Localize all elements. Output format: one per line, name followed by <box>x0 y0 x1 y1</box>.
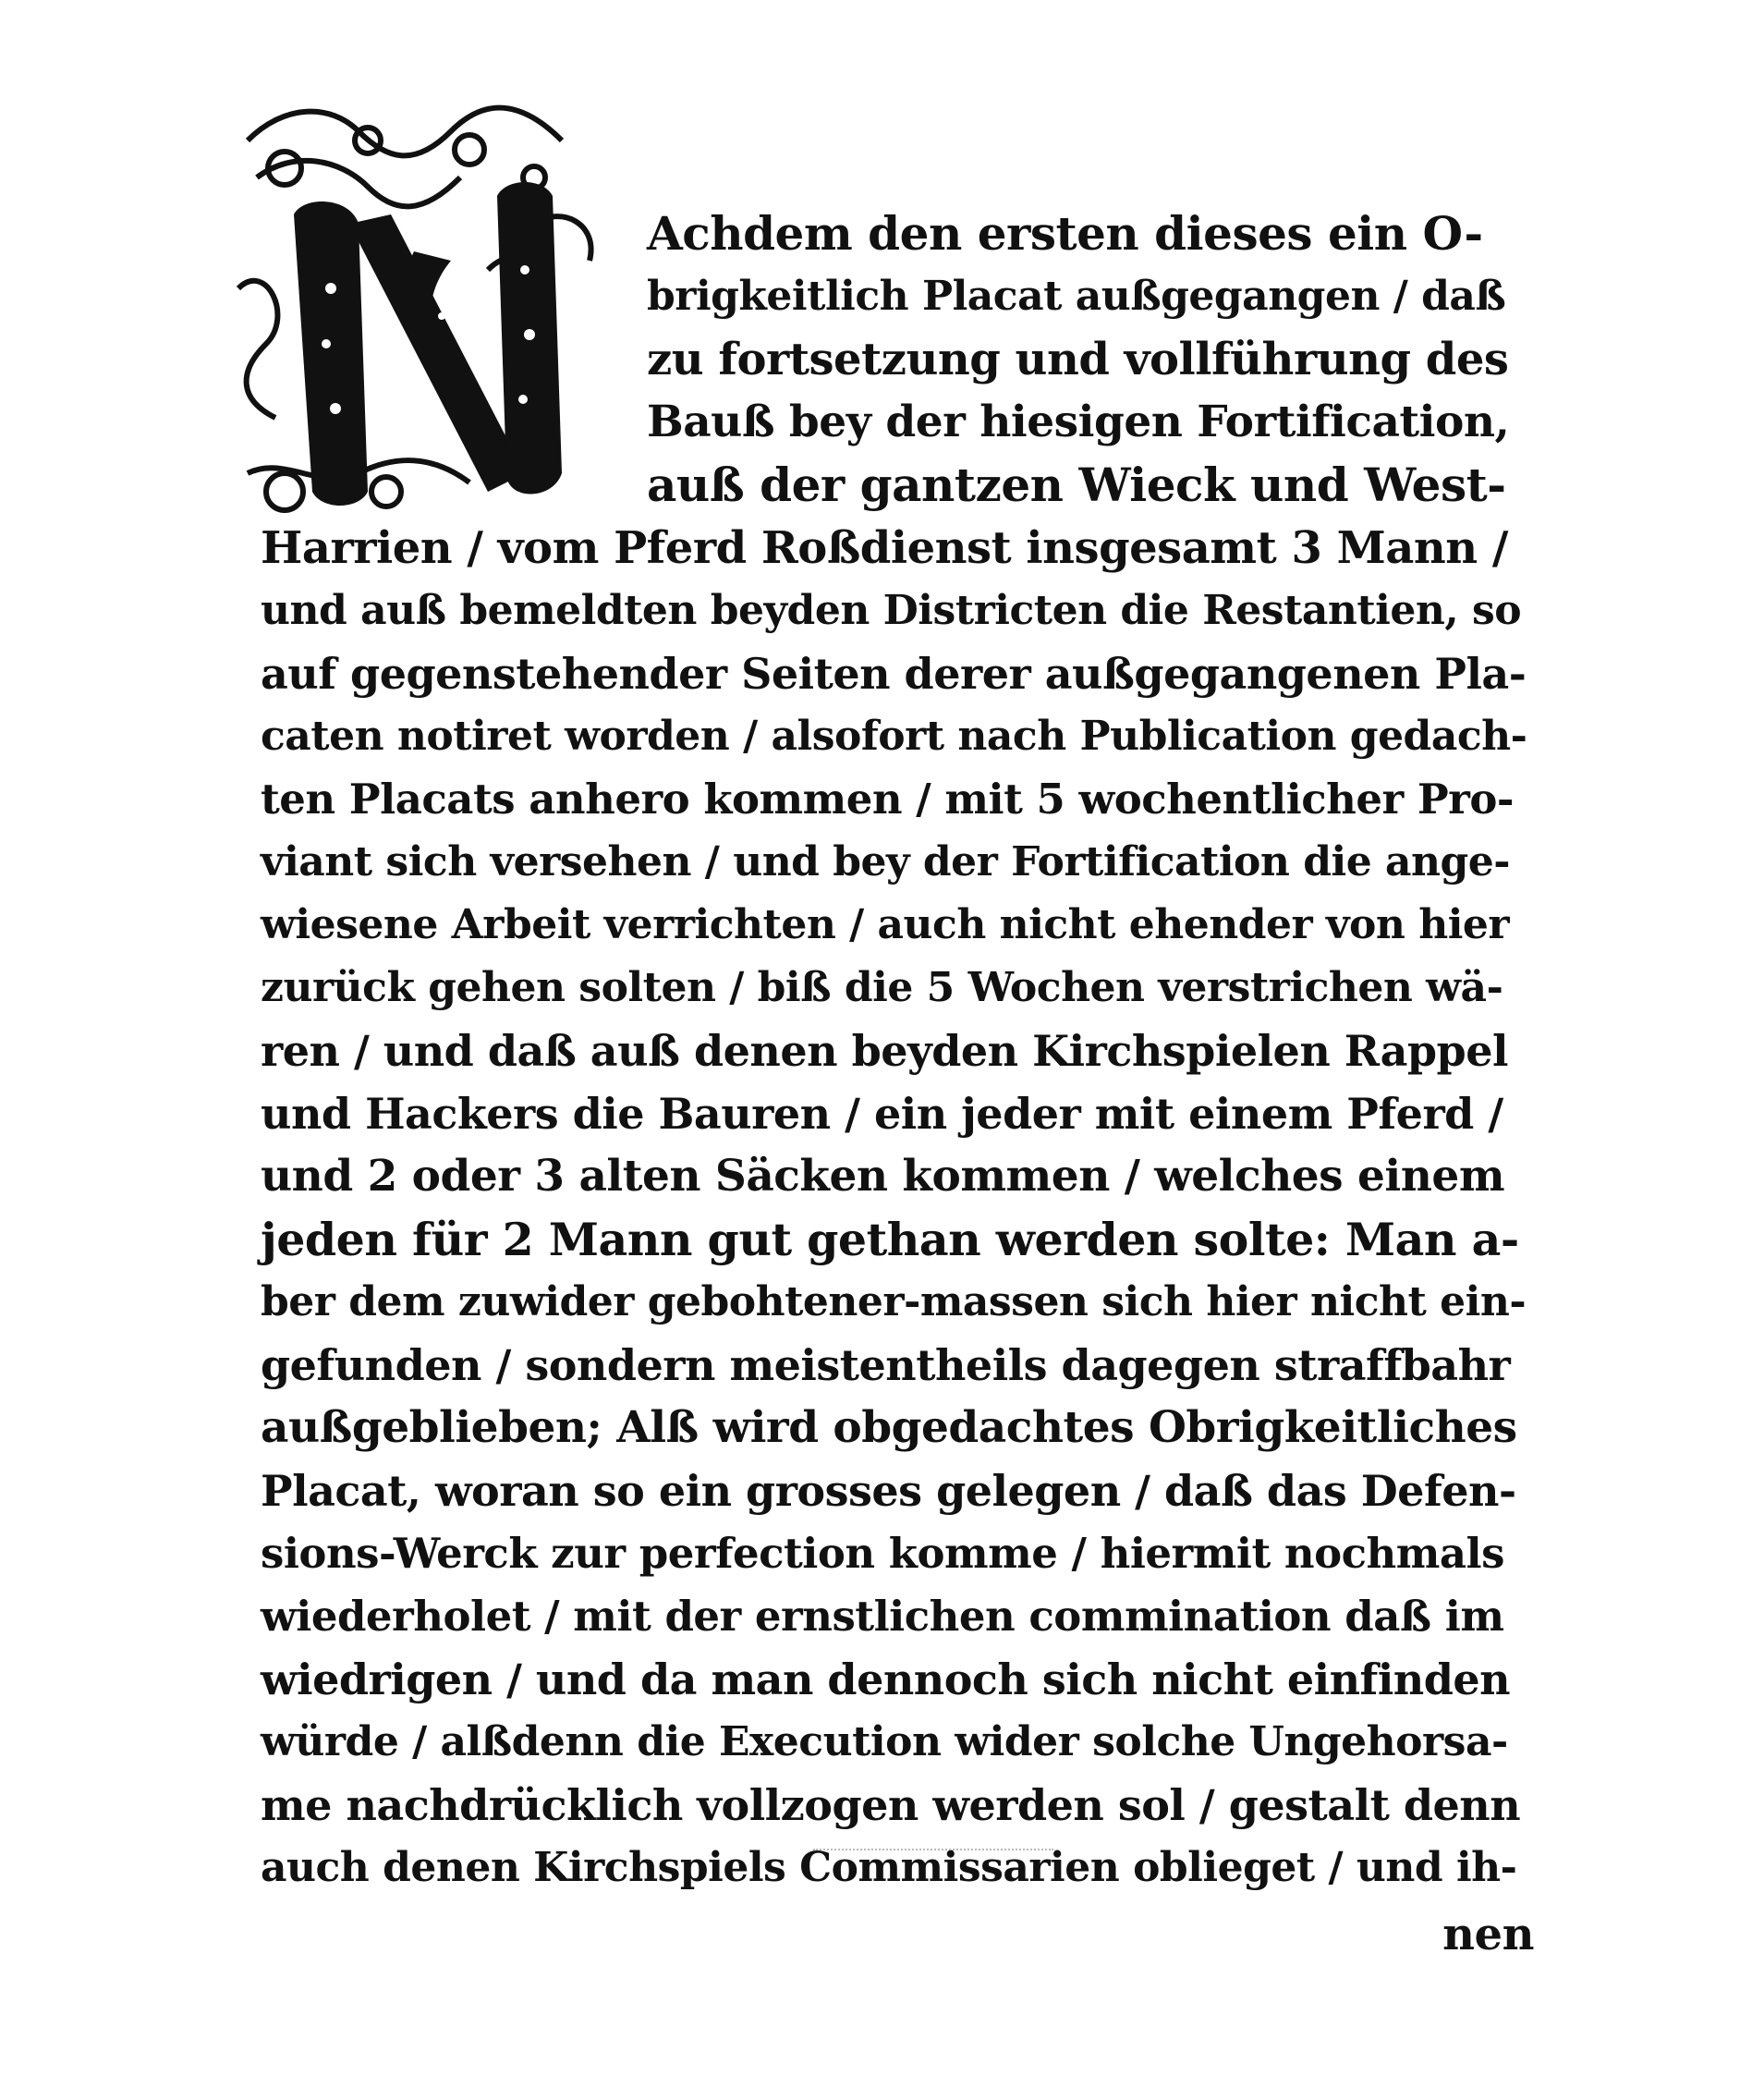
text-line: würde / alßdenn die Execution wider solche Ungehorsa- <box>261 1718 1508 1765</box>
text-line: sions-Werck zur perfection komme / hiermit nochmals <box>261 1529 1504 1578</box>
text-line: und Hackers die Bauren / ein jeder mit einem Pferd / <box>261 1089 1503 1139</box>
text-line: Achdem den ersten dieses ein O- <box>647 206 1483 261</box>
print-smudge <box>813 1849 1053 1854</box>
text-line: Placat, woran so ein grosses gelegen / daß das Defen- <box>261 1466 1516 1516</box>
text-line: gefunden / sondern meistentheils dagegen straffbahr <box>261 1340 1511 1390</box>
text-line: und 2 oder 3 alten Säcken kommen / welches einem <box>261 1151 1505 1202</box>
text-line: caten notiret worden / alsofort nach Publication gedach- <box>261 713 1527 760</box>
text-line: jeden für 2 Mann gut gethan werden solte: Man a- <box>261 1213 1519 1266</box>
catchword: nen <box>1442 1909 1534 1960</box>
text-line: auß der gantzen Wieck und West- <box>647 458 1506 512</box>
text-line: zu fortsetzung und vollführung des <box>647 334 1509 385</box>
text-line: wiesene Arbeit verrichten / auch nicht ehender von hier <box>261 901 1510 948</box>
text-line: viant sich versehen / und bey der Fortification die ange- <box>261 838 1511 885</box>
text-line: Bauß bey der hiesigen Fortification, <box>647 397 1510 447</box>
text-line: und auß bemeldten beyden Districten die Restantien, so <box>261 587 1522 634</box>
text-line: außgeblieben; Alß wird obgedachtes Obrigkeitliches <box>261 1402 1517 1453</box>
text-line: wiedrigen / und da man dennoch sich nicht einfinden <box>261 1654 1511 1704</box>
text-line: brigkeitlich Placat außgegangen / daß <box>647 273 1506 320</box>
text-line: me nachdrücklich vollzogen werden sol / gestalt denn <box>261 1780 1521 1830</box>
text-line: ten Placats anhero kommen / mit 5 wochentlicher Pro- <box>261 775 1515 824</box>
text-line: zurück gehen solten / biß die 5 Wochen verstrichen wä- <box>261 964 1503 1011</box>
text-line: auf gegenstehender Seiten derer außgegangenen Pla- <box>261 649 1527 699</box>
text-line: Harrien / vom Pferd Roßdienst insgesamt 3 Mann / <box>261 522 1508 574</box>
text-line: ber dem zuwider gebohtener-massen sich hier nicht ein- <box>261 1278 1527 1325</box>
text-line: ren / und daß auß denen beyden Kirchspielen Rappel <box>261 1026 1508 1076</box>
text-line: auch denen Kirchspiels Commissarien oblieget / und ih- <box>261 1844 1517 1891</box>
text-line: wiederholet / mit der ernstlichen commination daß im <box>261 1592 1504 1641</box>
